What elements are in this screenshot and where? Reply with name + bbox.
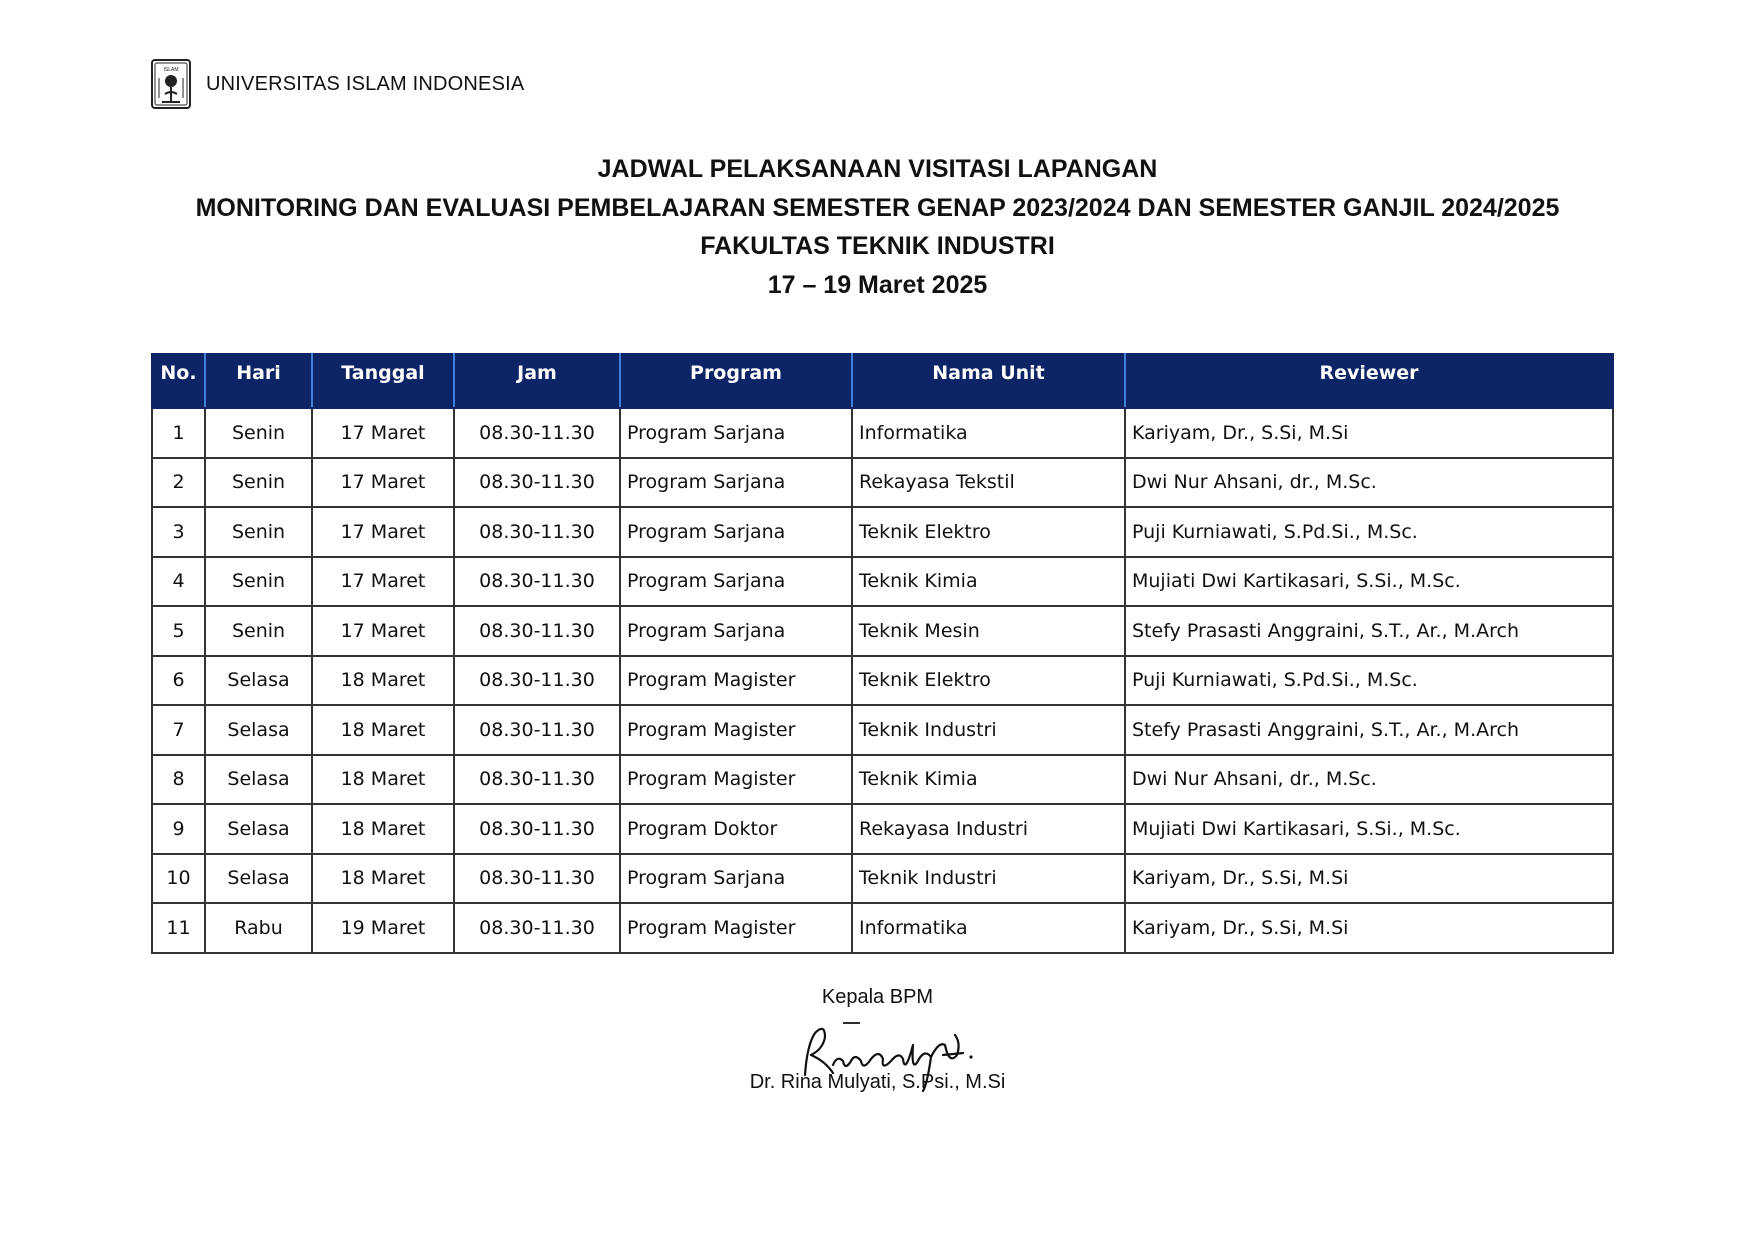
table-header-row (152, 354, 1613, 408)
cell-reviewer: Puji Kurniawati, S.Pd.Si., M.Sc. (1125, 656, 1613, 706)
cell-jam: 08.30-11.30 (454, 557, 620, 607)
cell-program: Program Sarjana (620, 557, 852, 607)
title-line-3: FAKULTAS TEKNIK INDUSTRI (700, 232, 1055, 260)
cell-tanggal: 17 Maret (312, 557, 454, 607)
cell-no: 11 (152, 903, 205, 953)
cell-jam: 08.30-11.30 (454, 408, 620, 458)
table-row (152, 606, 1613, 656)
cell-jam: 08.30-11.30 (454, 705, 620, 755)
cell-hari: Senin (205, 606, 312, 656)
cell-hari: Rabu (205, 903, 312, 953)
cell-nama-unit: Informatika (852, 408, 1125, 458)
cell-tanggal: 17 Maret (312, 458, 454, 508)
title-line-1: JADWAL PELAKSANAAN VISITASI LAPANGAN (597, 155, 1158, 183)
cell-no: 7 (152, 705, 205, 755)
cell-no: 8 (152, 755, 205, 805)
table-row (152, 458, 1613, 508)
cell-nama-unit: Rekayasa Industri (852, 804, 1125, 854)
cell-tanggal: 18 Maret (312, 656, 454, 706)
column-header-hari: Hari (205, 354, 312, 408)
cell-reviewer: Dwi Nur Ahsani, dr., M.Sc. (1125, 458, 1613, 508)
table-row (152, 755, 1613, 805)
cell-hari: Senin (205, 557, 312, 607)
signatory-title: Kepala BPM (821, 986, 934, 1008)
cell-hari: Senin (205, 458, 312, 508)
cell-tanggal: 18 Maret (312, 854, 454, 904)
cell-tanggal: 17 Maret (312, 408, 454, 458)
cell-reviewer: Puji Kurniawati, S.Pd.Si., M.Sc. (1125, 507, 1613, 557)
schedule-table (151, 353, 1614, 954)
uii-emblem-icon (150, 58, 192, 110)
cell-hari: Selasa (205, 804, 312, 854)
cell-hari: Selasa (205, 854, 312, 904)
column-header-program: Program (620, 354, 852, 408)
cell-nama-unit: Teknik Industri (852, 854, 1125, 904)
page-header (150, 58, 524, 110)
cell-no: 4 (152, 557, 205, 607)
cell-tanggal: 17 Maret (312, 606, 454, 656)
table-row (152, 408, 1613, 458)
cell-jam: 08.30-11.30 (454, 854, 620, 904)
cell-jam: 08.30-11.30 (454, 458, 620, 508)
cell-program: Program Magister (620, 755, 852, 805)
cell-no: 6 (152, 656, 205, 706)
column-header-reviewer: Reviewer (1125, 354, 1613, 408)
cell-program: Program Doktor (620, 804, 852, 854)
cell-program: Program Sarjana (620, 606, 852, 656)
cell-no: 3 (152, 507, 205, 557)
title-line-2: MONITORING DAN EVALUASI PEMBELAJARAN SEMESTER GENAP 2023/2024 DAN SEMESTER GANJIL 2024/2025 (195, 193, 1560, 222)
signatory-name: Dr. Rina Mulyati, S.Psi., M.Si (749, 1071, 1006, 1093)
cell-nama-unit: Rekayasa Tekstil (852, 458, 1125, 508)
cell-program: Program Magister (620, 656, 852, 706)
table-row (152, 804, 1613, 854)
cell-program: Program Sarjana (620, 408, 852, 458)
cell-no: 10 (152, 854, 205, 904)
cell-nama-unit: Teknik Elektro (852, 656, 1125, 706)
cell-tanggal: 19 Maret (312, 903, 454, 953)
cell-program: Program Sarjana (620, 458, 852, 508)
cell-reviewer: Kariyam, Dr., S.Si, M.Si (1125, 408, 1613, 458)
cell-hari: Senin (205, 408, 312, 458)
cell-tanggal: 18 Maret (312, 804, 454, 854)
cell-reviewer: Stefy Prasasti Anggraini, S.T., Ar., M.Arch (1125, 705, 1613, 755)
table-row (152, 705, 1613, 755)
cell-program: Program Magister (620, 705, 852, 755)
column-header-no: No. (152, 354, 205, 408)
university-name: UNIVERSITAS ISLAM INDONESIA (206, 72, 525, 95)
cell-nama-unit: Teknik Mesin (852, 606, 1125, 656)
column-header-tanggal: Tanggal (312, 354, 454, 408)
cell-jam: 08.30-11.30 (454, 507, 620, 557)
cell-tanggal: 18 Maret (312, 755, 454, 805)
cell-hari: Selasa (205, 656, 312, 706)
cell-program: Program Magister (620, 903, 852, 953)
cell-reviewer: Kariyam, Dr., S.Si, M.Si (1125, 854, 1613, 904)
cell-program: Program Sarjana (620, 854, 852, 904)
cell-program: Program Sarjana (620, 507, 852, 557)
cell-nama-unit: Informatika (852, 903, 1125, 953)
column-header-nama-unit: Nama Unit (852, 354, 1125, 408)
cell-nama-unit: Teknik Kimia (852, 557, 1125, 607)
cell-hari: Senin (205, 507, 312, 557)
cell-reviewer: Mujiati Dwi Kartikasari, S.Si., M.Sc. (1125, 557, 1613, 607)
cell-hari: Selasa (205, 705, 312, 755)
table-row (152, 507, 1613, 557)
cell-jam: 08.30-11.30 (454, 606, 620, 656)
cell-hari: Selasa (205, 755, 312, 805)
cell-nama-unit: Teknik Industri (852, 705, 1125, 755)
table-row (152, 854, 1613, 904)
svg-text:ISLAM: ISLAM (163, 67, 179, 73)
cell-jam: 08.30-11.30 (454, 755, 620, 805)
cell-tanggal: 18 Maret (312, 705, 454, 755)
cell-tanggal: 17 Maret (312, 507, 454, 557)
cell-jam: 08.30-11.30 (454, 903, 620, 953)
cell-reviewer: Stefy Prasasti Anggraini, S.T., Ar., M.Arch (1125, 606, 1613, 656)
cell-nama-unit: Teknik Elektro (852, 507, 1125, 557)
cell-jam: 08.30-11.30 (454, 656, 620, 706)
cell-no: 9 (152, 804, 205, 854)
table-row (152, 903, 1613, 953)
cell-no: 1 (152, 408, 205, 458)
table-row (152, 656, 1613, 706)
column-header-jam: Jam (454, 354, 620, 408)
cell-nama-unit: Teknik Kimia (852, 755, 1125, 805)
title-line-4: 17 – 19 Maret 2025 (767, 270, 988, 299)
cell-reviewer: Mujiati Dwi Kartikasari, S.Si., M.Sc. (1125, 804, 1613, 854)
cell-reviewer: Dwi Nur Ahsani, dr., M.Sc. (1125, 755, 1613, 805)
cell-no: 2 (152, 458, 205, 508)
table-row (152, 557, 1613, 607)
document-title-block (0, 150, 1755, 304)
cell-no: 5 (152, 606, 205, 656)
cell-jam: 08.30-11.30 (454, 804, 620, 854)
cell-reviewer: Kariyam, Dr., S.Si, M.Si (1125, 903, 1613, 953)
